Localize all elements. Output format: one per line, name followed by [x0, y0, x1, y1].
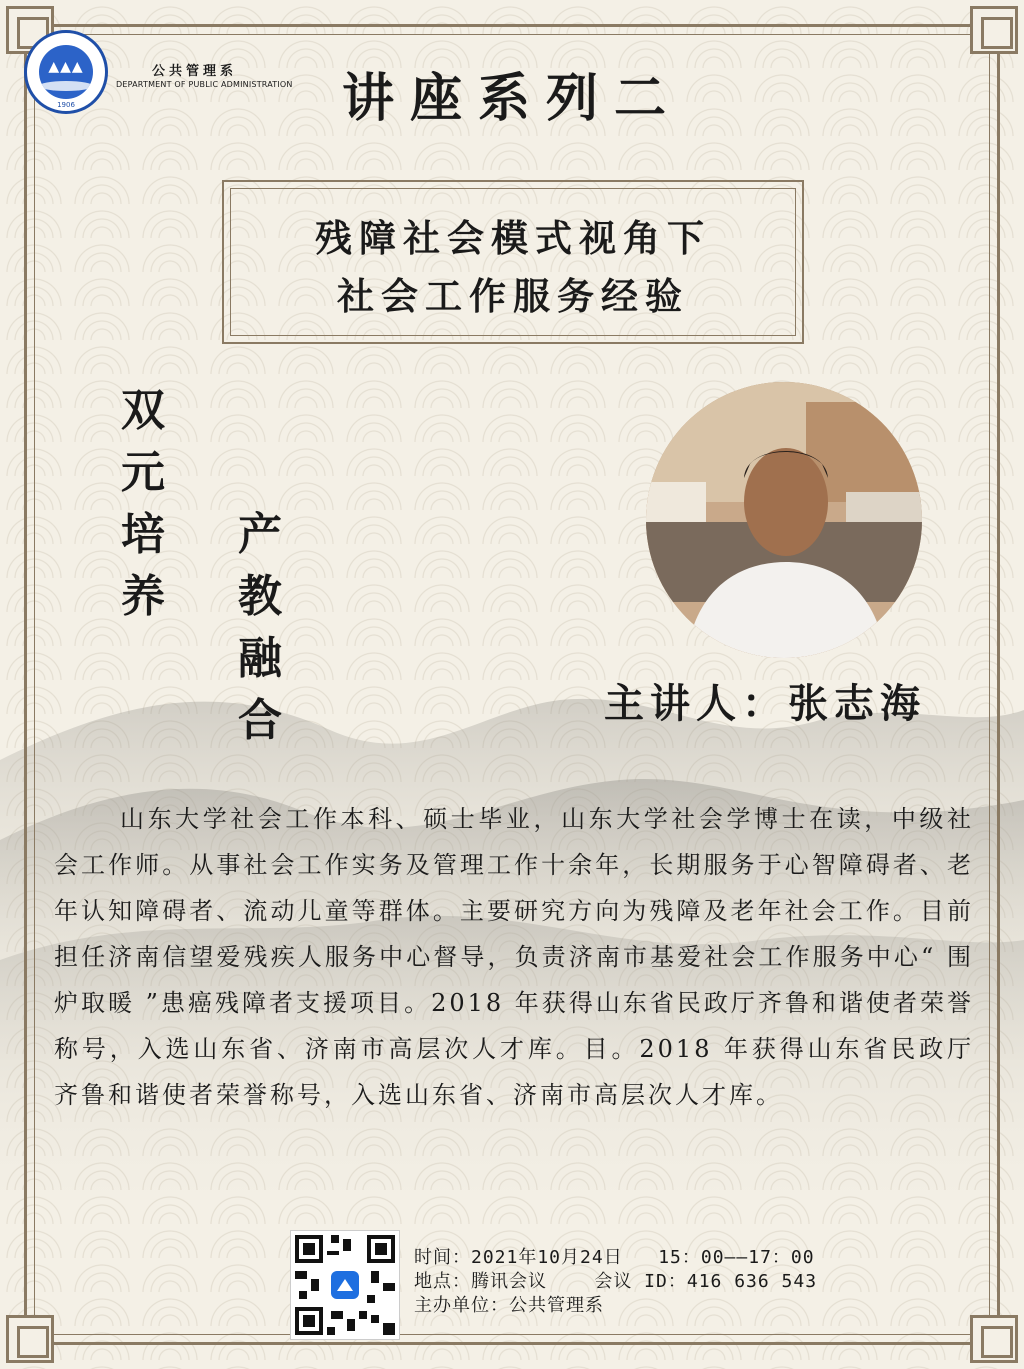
slogan-left	[118, 380, 168, 628]
university-logo: ▲▲▲ 1906	[24, 30, 108, 114]
slogan-right-char: 教	[238, 571, 282, 622]
slogan-right	[235, 504, 285, 752]
slogan-left-char: 双	[121, 385, 165, 436]
event-time: 时间：2021年10月24日 15：00——17：00	[414, 1247, 815, 1268]
qr-code[interactable]	[290, 1230, 400, 1340]
slogan-right-char: 合	[238, 695, 282, 746]
logo-year: 1906	[57, 101, 75, 109]
series-title: 讲座系列二	[341, 68, 682, 129]
lecture-title-box	[222, 180, 804, 344]
slogan-right-char: 融	[238, 633, 282, 684]
department-name-cn: 公共管理系	[152, 64, 238, 79]
department-name-en: DEPARTMENT OF PUBLIC ADMINISTRATION	[116, 80, 293, 89]
slogan-left-char: 元	[121, 447, 165, 498]
event-host: 主办单位：公共管理系	[414, 1295, 604, 1316]
slogan-left-char: 培	[121, 509, 165, 560]
frame-corner-top-right	[970, 6, 1018, 54]
slogan-right-char: 产	[238, 509, 282, 560]
frame-corner-bottom-left	[6, 1315, 54, 1363]
speaker-photo	[646, 382, 922, 658]
speaker-bio: 山东大学社会工作本科、硕士毕业，山东大学社会学博士在读，中级社会工作师。从事社会工作实务及管理工作十余年，长期服务于心智障碍者、老年认知障碍者、流动儿童等群体。主要研究方向为残障及老年社会工作。目前担任济南信望爱残疾人服务中心督导，负责济南市基爱社会工作服务中心“ 围炉取暖 ”患癌残障者支援项目。2018 年获得山东省民政厅齐鲁和谐使者荣誉称号，入选山东省、济南市高层次人才库。目。2018 年获得山东省民政厅齐鲁和谐使者荣誉称号，入选山东省、济南市高层次人才库。	[54, 805, 974, 1109]
event-details	[414, 1246, 817, 1318]
slogan-left-char: 养	[121, 571, 165, 622]
lecture-title-line2: 社会工作服务经验	[337, 274, 689, 318]
frame-corner-bottom-right	[970, 1315, 1018, 1363]
lecture-title-line1: 残障社会模式视角下	[315, 216, 711, 260]
event-place: 地点：腾讯会议 会议 ID：416 636 543	[414, 1271, 818, 1292]
speaker-label: 主讲人：张志海	[604, 680, 926, 727]
